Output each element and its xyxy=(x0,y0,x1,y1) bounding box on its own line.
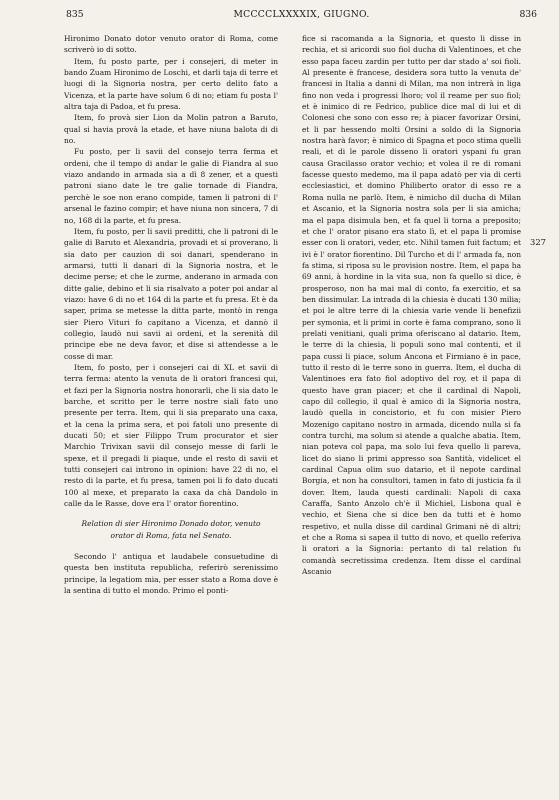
left-column xyxy=(64,33,278,793)
paragraph: Item, fu posto, per li savii preditti, che li patroni di le galie di Baruto et Alexandria, provadi et si proverano, li sia dato per cauzion di soi danari, spenderano in armarsi, tutti li danari di la Signoria nostra, et le decime perse; et che le zurme, anderano in armada con ditte galie, debino et li sia risalvato a poter poi andar al viazo: have 6 di no et 164 di la parte et fu presa. Et è da saper, prima se metesse la ditta parte, montò in renga sier Piero Vituri fo capitano a Vicenza, et dannò il collegio, laudò nui savii ai ordeni, et la serenità dil principe ebe ne deva favor, et dise si attendesse a le cosse di mar. xyxy=(64,226,278,361)
paragraph: Fu posto, per li savii del consejo terra ferma et ordeni, che il tempo di andar le galie di Fiandra al suo viazo andando in armada sia a dì 8 zener, et a questi patroni siano date le tre galie tornade di Fiandra, perchè le soe non erano compide, tamen li patroni di l' arsenal le fazino compir; et have niuna non sincera, 7 di no, 168 di la parte, et fu presa. xyxy=(64,147,278,225)
page-header xyxy=(66,8,537,22)
page-number-right: 836 xyxy=(519,9,537,20)
margin-number: 327 xyxy=(530,237,546,247)
paragraph: Item, fo posto, per i consejeri cai di XL et savii di terra ferma: atento la venuta de li oratori francesi qui, et fazi per la Signoria nostra honorarli, che li sia dato le barche, et scritto per le terre nostre siali fato uno presente per terra. Item, qui li sia preparato una caxa, et la cena la prima sera, et poi fatoli uno presente di ducati 50; et sier Filippo Trum procurator et sier Marchio Trivixan savii dil consejo messe di farli le spexe, et il pregadi li piaque, unde el resto di savii et tutti consejeri cai introno in opinion: have 22 di no, el resto di la parte, et fu presa, tamen poi li fo dato ducati 100 al mexe, et preparato la caxa da chà Dandolo in calle da le Rasse, dove era l' orator fiorentino. xyxy=(64,362,278,509)
page-number-left: 835 xyxy=(66,9,84,20)
paragraph: Secondo l' antiqua et laudabele consuetudine di questa ben instituta republicha, referirò serenissimo principe, la legatiom mia, per esser stato a Roma dove è la sentina di tutto el mondo. Primo el ponti- xyxy=(64,552,278,596)
paragraph: fice si racomanda a la Signoria, et questo li disse in rechia, et si aricordi suo fiol ducha di Valentinoes, et che esso papa faceu zardin per tutto per dar stado a' soi fioli. Al presente è francese, desidera sora tutto la venuta de' francesi in Italia a danni di Milan, ma non intrerà in liga fino non veda i progressi lhoro; vol il reame per suo fiol; et è inimico di re Fedrico, publice dice mal di lui et di Colonesi che sono con esso re; à piacer favorizar Orsini, et li par hessendo molti Orsini a soldo di la Signoria nostra harà favor; è nimico di Spagna et poco stima quelli reali, et di le parole disseno li oratori yspani fu gran causa Gracilasso orator vechio; et volea il re di romani facesse questo medemo, ma il papa adatò per via di certi ecclesiastici, et domino Philiberto orator di esso re a Roma nulla ne parlò. Item, è nimicho dil ducha di Milan et Ascanio, et la Signoria nostra sola per li sia amicha; ma el papa disimula ben, et fa quel li torna a preposito; et che l' orator pisano era stato lì, et el papa li promise esser con li oratori, veder, etc. Nihil tamen fuit factum; et ivi è l' orator fiorentino. Dil Turcho et di l' armada fa, non fa stima, si riposa su le provision nostre. Item, el papa ha 69 anni, à hordine in la vita sua, non fa quello si dice, è prosperoso, non ha mai mal di conto, fa exercitio, et sa ben dissimular. La intrada di la chiesia è ducati 130 milia; et poi le altre terre di la chiesia varie vende li benefizii per symonia, et li primi in corte è fama comprano, sono li prelati venitiani, quali prima oferiscano al datario. Item, le terre di la chiesia, li populi sono mal contenti, et il papa cussi li piace, solum Ancona et Firmiano è in pace, tutto il resto di le terre sono in guerra. Item, el ducha di Valentinoes era fato fiol adoptivo del roy, et il papa di questo have gran piacer; et che il cardinal di Napoli, capo dil collegio, il qual è amico di la Signoria nostra, laudò quella in concistorio, et fu con misier Piero Mozenigo capitano nostro in armada, dicendo nulla si fa contra turchi, ma solum si atende a qualche abatia. Item, nian poteva col papa, ma solo lui feva quello li pareva, licet do siano li primi appresso soa Santità, videlicet el cardinal Capua olim suo datario, et il nepote cardinal Borgia, et non ha consultori, tamen in fato di justicia fa il dover. Item, lauda questi cardinali: Napoli di caxa Caraffa, Santo Anzolo ch'è il Michiel, Lisbona qual è vechio, et Siena che si dice ben da tutti et è homo respetivo, et nulla disse dil cardinal Grimani nè di altri; et che a Roma si sapea il tutto di novo, et quello referiva li oratori a la Signoria: pertanto di tal relation fu comandà secretissima credenza. Item disse el cardinal Ascanio xyxy=(302,34,521,577)
paragraph: Hironimo Donato dotor venuto orator di Roma, come scriverò io di sotto. xyxy=(64,34,278,55)
running-header: MCCCCLXXXXIX, GIUGNO. xyxy=(233,9,370,20)
relation-heading: Relation di sier Hironimo Donado dotor, venuto orator di Roma, fata nel Senato. xyxy=(81,519,261,540)
paragraph: Item, fo provà sier Lion da Molin patron a Baruto, qual si havia provà la etade, et have niuna balota di di no. xyxy=(64,113,278,146)
right-column xyxy=(302,33,521,793)
paragraph: Item, fu posto parte, per i consejeri, di meter in bando Zuam Hironimo de Loschi, et darli taja di terre et luogi di la Signoria nostra, per certo delito fato a Vicenza, et la parte have solum 6 di no; etiam fu posta l' altra taja di Padoa, et fu presa. xyxy=(64,56,278,112)
